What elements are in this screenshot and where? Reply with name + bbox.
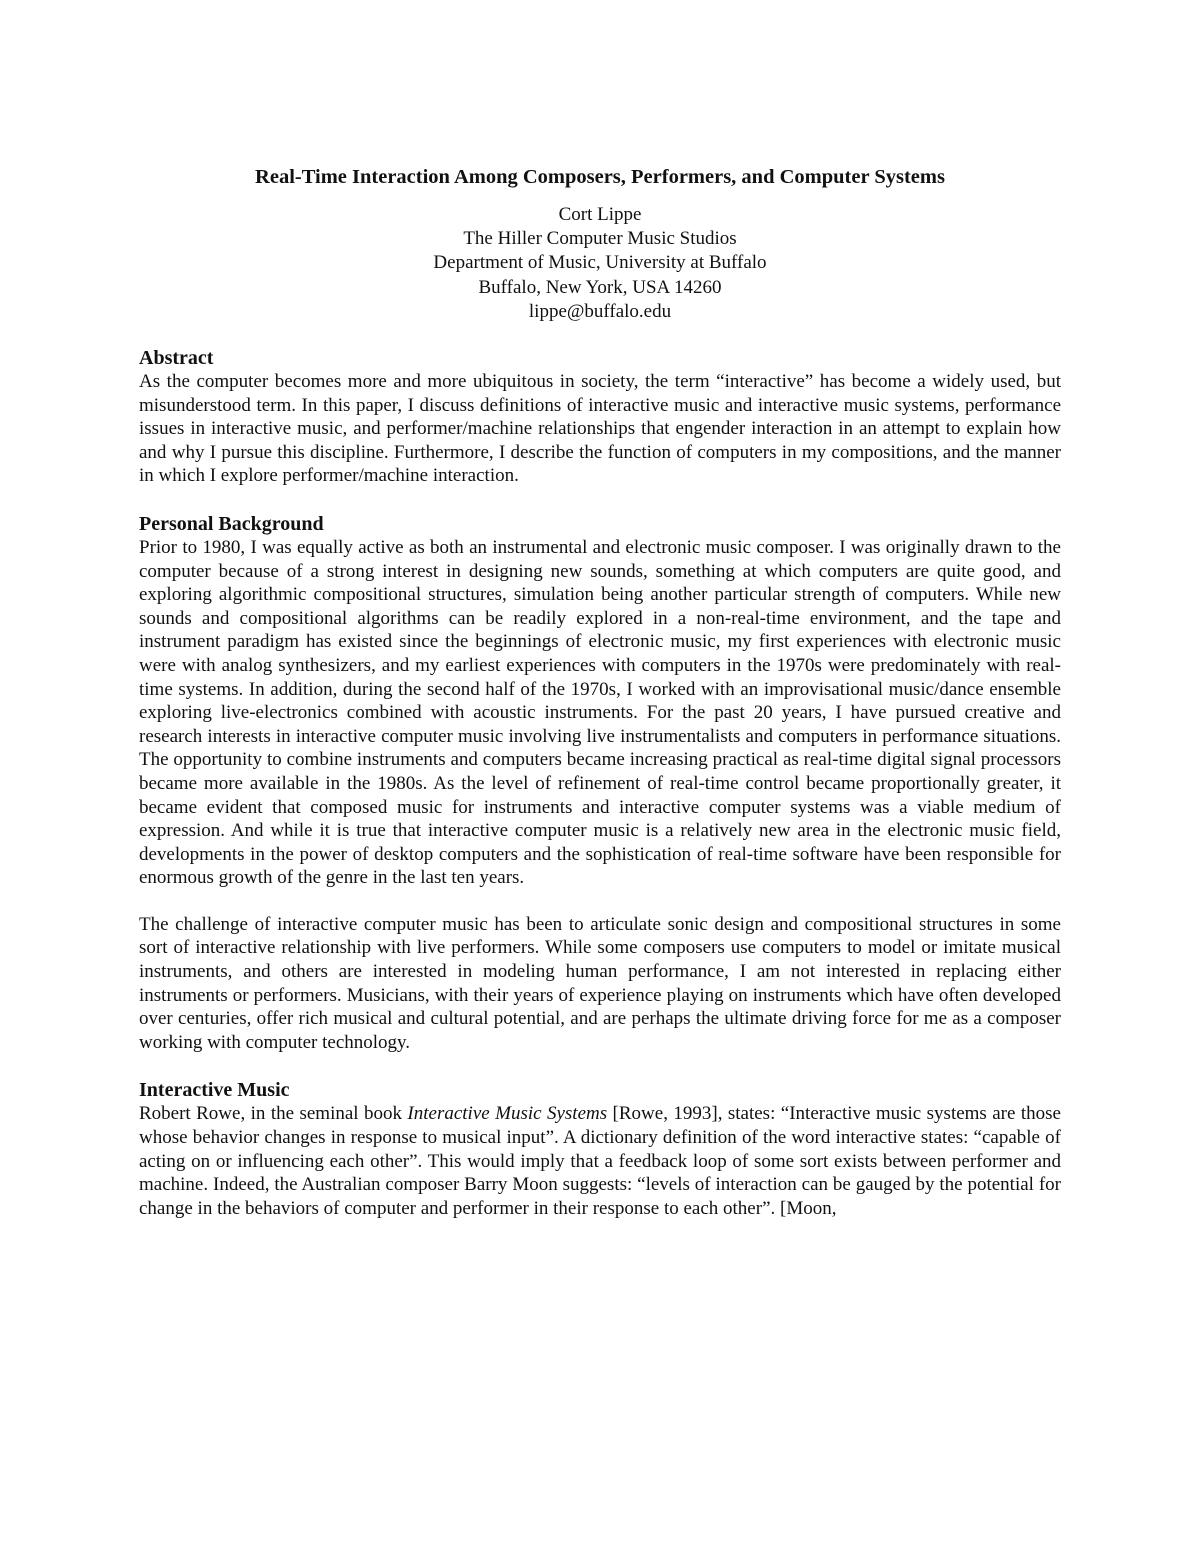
background-heading: Personal Background: [139, 512, 324, 535]
author-department: Department of Music, University at Buffalo: [433, 252, 767, 274]
author-studio: The Hiller Computer Music Studios: [463, 228, 737, 250]
interactive-music-heading: Interactive Music: [139, 1079, 290, 1102]
author-name: Cort Lippe: [558, 204, 642, 225]
paper-title: Real-Time Interaction Among Composers, Performers, and Computer Systems: [255, 166, 945, 188]
author-email: lippe@buffalo.edu: [528, 300, 672, 322]
interactive-music-rest: [Rowe, 1993], states: “Interactive music systems are those whose behavior changes in response to musical input”. A dictionary definition of the word interactive states: “capable of acting on or influencing each other”. This would imply that a feedback loop of some sort exists between performer and machine. Indeed, the Australian composer Barry Moon suggests: “levels of interaction can be gauged by the potential for change in the behaviors of computer and performer in their response to each other”. [Moon,: [139, 1103, 1061, 1219]
abstract-heading: Abstract: [139, 347, 214, 370]
interactive-music-lead: Robert Rowe, in the seminal book: [139, 1103, 408, 1125]
paper-page: [139, 163, 1061, 1220]
author-address: Buffalo, New York, USA 14260: [478, 276, 722, 298]
author-block: [139, 203, 1061, 324]
interactive-music-paragraph: [139, 1102, 1061, 1220]
background-paragraph-1: Prior to 1980, I was equally active as both an instrumental and electronic music composer. I was originally drawn to the computer because of a strong interest in designing new sounds, something at which computers are quite good, and exploring algorithmic compositional structures, simulation being another particular strength of computers. While new sounds and compositional algorithms can be readily explored in a non-real-time environment, and the tape and instrument paradigm has existed since the beginnings of electronic music, my first experiences with electronic music were with analog synthesizers, and my earliest experiences with computers in the 1970s were predominately with real-time systems. In addition, during the second half of the 1970s, I worked with an improvisational music/dance ensemble exploring live-electronics combined with acoustic instruments. For the past 20 years, I have pursued creative and research interests in interactive computer music involving live instrumentalists and computers in performance situations. The opportunity to combine instruments and computers became increasing practical as real-time digital signal processors became more available in the 1980s. As the level of refinement of real-time control became proportionally greater, it became evident that composed music for instruments and interactive computer systems was a viable medium of expression. And while it is true that interactive computer music is a relatively new area in the electronic music field, developments in the power of desktop computers and the sophistication of real-time software have been responsible for enormous growth of the genre in the last ten years.: [139, 536, 1061, 889]
background-paragraph-2: The challenge of interactive computer music has been to articulate sonic design and compositional structures in some sort of interactive relationship with live performers. While some composers use computers to model or imitate musical instruments, and others are interested in modeling human performance, I am not interested in replacing either instruments or performers. Musicians, with their years of experience playing on instruments which have often developed over centuries, offer rich musical and cultural potential, and are perhaps the ultimate driving force for me as a composer working with computer technology.: [139, 913, 1061, 1053]
abstract-text: As the computer becomes more and more ubiquitous in society, the term “interactive” has become a widely used, but misunderstood term. In this paper, I discuss definitions of interactive music and interactive music systems, performance issues in interactive music, and performer/machine relationships that engender interaction in an attempt to explain how and why I pursue this discipline. Furthermore, I describe the function of computers in my compositions, and the manner in which I explore performer/machine interaction.: [139, 371, 1061, 487]
book-title: Interactive Music Systems: [407, 1103, 608, 1125]
